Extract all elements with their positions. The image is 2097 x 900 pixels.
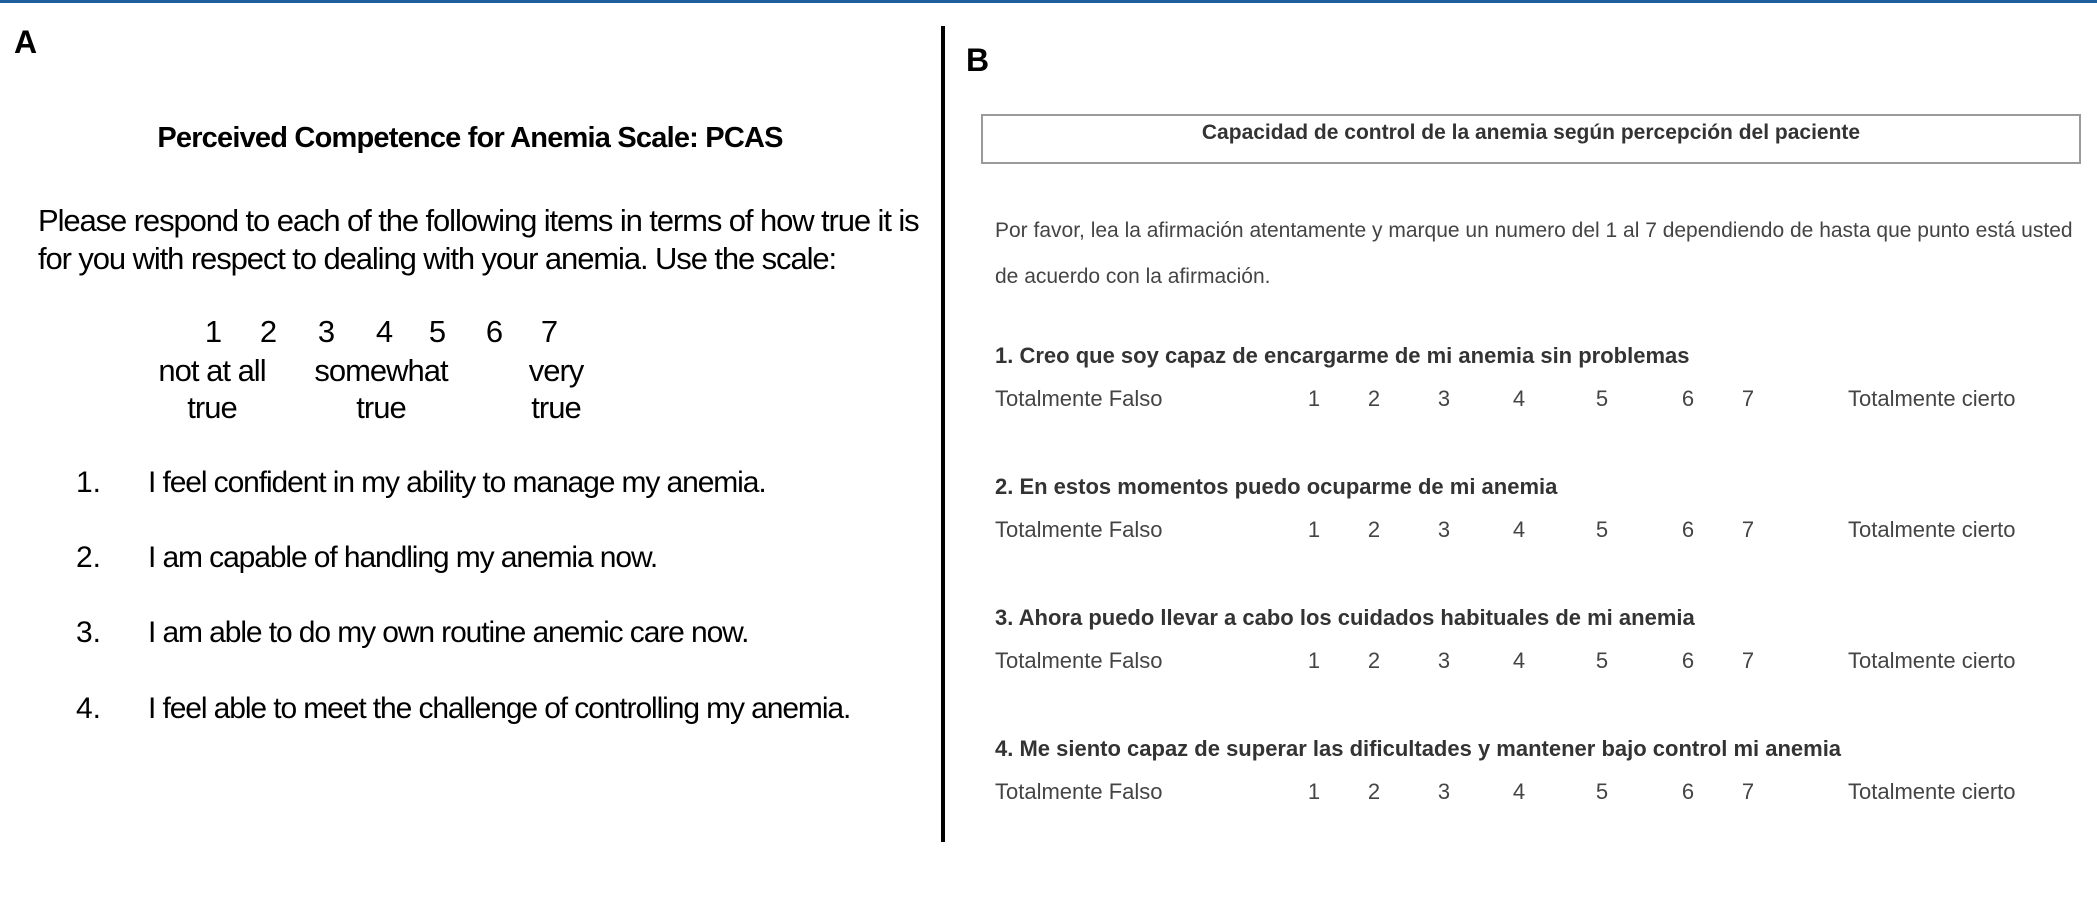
panel-divider [941, 26, 945, 842]
scale-right-anchor: Totalmente cierto [1848, 648, 2016, 673]
pcas-scale-number: 3 [317, 314, 335, 349]
scale-option[interactable]: 5 [1595, 386, 1609, 411]
scale-left-anchor: Totalmente Falso [995, 648, 1163, 673]
pcas-scale-number: 1 [204, 314, 222, 349]
scale-option[interactable]: 4 [1512, 648, 1526, 673]
question-text: 2. En estos momentos puedo ocuparme de mi anemia [995, 474, 1558, 499]
scale-option[interactable]: 1 [1307, 648, 1321, 673]
pcas-scale-number: 5 [428, 314, 446, 349]
pcas-item-text: I am able to do my own routine anemic care now. [148, 616, 749, 649]
question-text: 4. Me siento capaz de superar las dificultades y mantener bajo control mi anemia [995, 736, 1842, 761]
pcas-item-text: I am capable of handling my anemia now. [148, 541, 658, 574]
pcas-scale-number: 4 [375, 314, 393, 349]
scale-option[interactable]: 5 [1595, 517, 1609, 542]
scale-option[interactable]: 4 [1512, 517, 1526, 542]
scale-option[interactable]: 3 [1437, 386, 1451, 411]
spanish-title: Capacidad de control de la anemia según percepción del paciente [1201, 121, 1861, 144]
scale-option[interactable]: 2 [1367, 517, 1381, 542]
scale-option[interactable]: 3 [1437, 517, 1451, 542]
scale-option[interactable]: 2 [1367, 779, 1381, 804]
pcas-item-number: 4. [76, 692, 102, 725]
top-rule [0, 0, 2097, 3]
scale-option[interactable]: 7 [1741, 517, 1755, 542]
scale-option[interactable]: 4 [1512, 386, 1526, 411]
scale-option[interactable]: 1 [1307, 517, 1321, 542]
scale-right-anchor: Totalmente cierto [1848, 517, 2016, 542]
spanish-instructions: Por favor, lea la afirmación atentamente y marque un numero del 1 al 7 dependiendo de hasta que punto está usted de acuerdo con la afirmación. [995, 219, 2073, 288]
scale-option[interactable]: 5 [1595, 648, 1609, 673]
pcas-item-number: 1. [76, 466, 102, 499]
pcas-scale-anchor: very true [528, 353, 584, 425]
scale-option[interactable]: 6 [1681, 386, 1695, 411]
question-text: 1. Creo que soy capaz de encargarme de mi anemia sin problemas [995, 343, 1690, 368]
scale-option[interactable]: 6 [1681, 779, 1695, 804]
panel-b-letter: B [966, 42, 990, 78]
scale-option[interactable]: 7 [1741, 386, 1755, 411]
scale-option[interactable]: 7 [1741, 779, 1755, 804]
scale-option[interactable]: 1 [1307, 386, 1321, 411]
pcas-item-text: I feel able to meet the challenge of controlling my anemia. [148, 692, 851, 725]
pcas-scale-number: 6 [485, 314, 503, 349]
pcas-item-number: 2. [76, 541, 102, 574]
pcas-item-text: I feel confident in my ability to manage my anemia. [148, 466, 766, 499]
scale-option[interactable]: 1 [1307, 779, 1321, 804]
pcas-item-number: 3. [76, 616, 102, 649]
scale-left-anchor: Totalmente Falso [995, 386, 1163, 411]
scale-option[interactable]: 6 [1681, 648, 1695, 673]
pcas-scale-anchor: not at all true [158, 353, 266, 425]
scale-left-anchor: Totalmente Falso [995, 779, 1163, 804]
scale-option[interactable]: 6 [1681, 517, 1695, 542]
scale-option[interactable]: 4 [1512, 779, 1526, 804]
pcas-title: Perceived Competence for Anemia Scale: PCAS [157, 122, 783, 154]
pcas-instructions: Please respond to each of the following items in terms of how true it is for you with respect to dealing with your anemia. Use the scale: [38, 203, 919, 276]
question-text: 3. Ahora puedo llevar a cabo los cuidados habituales de mi anemia [995, 605, 1695, 630]
scale-option[interactable]: 3 [1437, 648, 1451, 673]
scale-option[interactable]: 2 [1367, 648, 1381, 673]
pcas-scale-number: 2 [259, 314, 277, 349]
scale-option[interactable]: 5 [1595, 779, 1609, 804]
scale-right-anchor: Totalmente cierto [1848, 386, 2016, 411]
scale-option[interactable]: 3 [1437, 779, 1451, 804]
scale-left-anchor: Totalmente Falso [995, 517, 1163, 542]
scale-option[interactable]: 7 [1741, 648, 1755, 673]
panel-a-letter: A [14, 24, 38, 60]
scale-right-anchor: Totalmente cierto [1848, 779, 2016, 804]
pcas-scale-anchor: somewhat true [314, 353, 448, 425]
pcas-scale-number: 7 [540, 314, 558, 349]
scale-option[interactable]: 2 [1367, 386, 1381, 411]
